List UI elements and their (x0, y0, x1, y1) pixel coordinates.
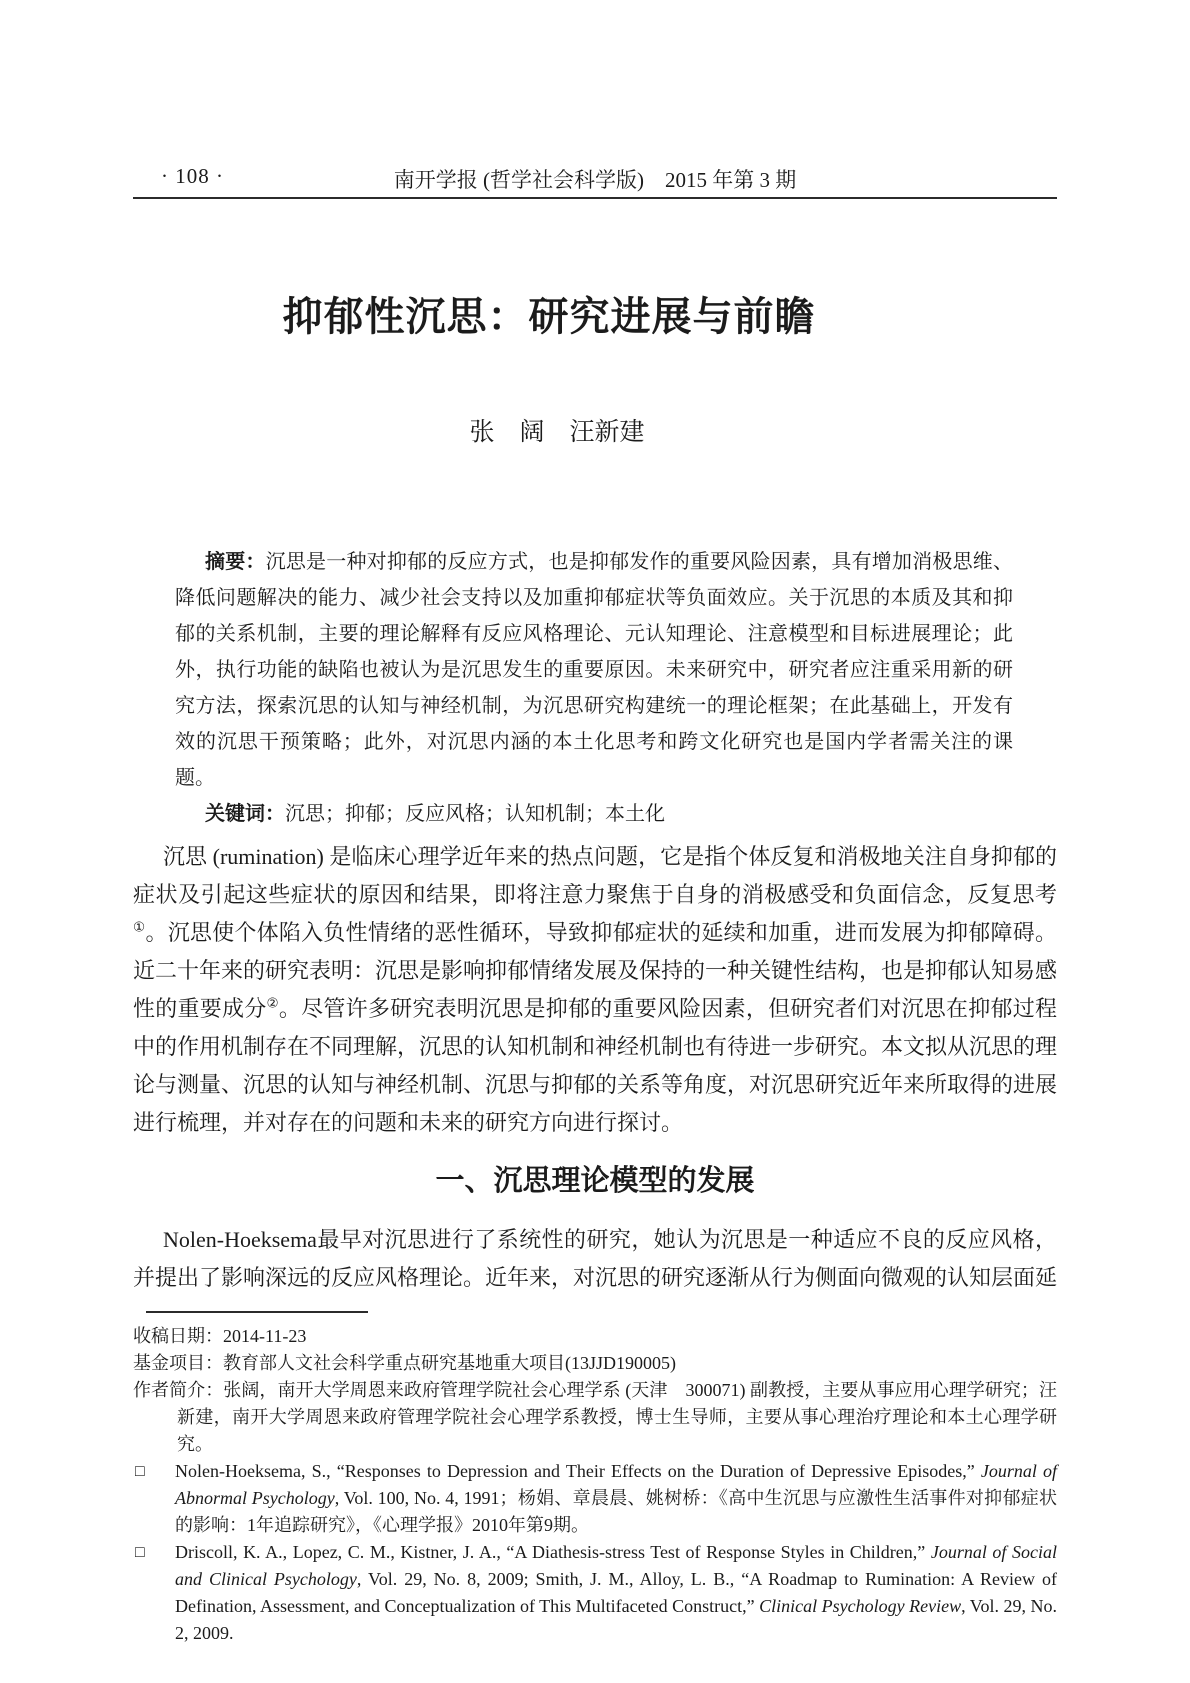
article-body (133, 0, 1057, 1647)
abstract-text: 沉思是一种对抑郁的反应方式，也是抑郁发作的重要风险因素，具有增加消极思维、降低问题解决的能力、减少社会支持以及加重抑郁症状等负面效应。关于沉思的本质及其和抑郁的关系机制，主要的理论解释有反应风格理论、元认知理论、注意模型和目标进展理论；此外，执行功能的缺陷也被认为是沉思发生的重要原因。未来研究中，研究者应注重采用新的研究方法，探索沉思的认知与神经机制，为沉思研究构建统一的理论框架；在此基础上，开发有效的沉思干预策略；此外，对沉思内涵的本土化思考和跨文化研究也是国内学者需关注的课题。 (175, 551, 1014, 789)
footnote-marker-icon: □ (135, 1463, 145, 1480)
footnote-item-1 (133, 1458, 1057, 1539)
footnote-text-2: Driscoll, K. A., Lopez, C. M., Kistner, J. A., “A Diathesis-stress Test of Response Styles in Children,” Journal of Social and Clinical Psychology, Vol. 29, No. 8, 2009; Smith, J. M., Alloy, L. B., “A Roadmap to Rumination: A Review of Defination, Assessment, and Conceptualization of This Multifaceted Construct,” Clinical Psychology Review, Vol. 29, No. 2, 2009. (175, 1542, 1057, 1643)
abstract-paragraph (175, 544, 1013, 796)
section-1-paragraph: Nolen-Hoeksema最早对沉思进行了系统性的研究，她认为沉思是一种适应不良的反应风格，并提出了影响深远的反应风格理论。近年来，对沉思的研究逐渐从行为侧面向微观的认知层面延 (133, 1227, 1058, 1290)
keywords-paragraph (175, 796, 1013, 832)
footnote-marker-icon: □ (135, 1544, 145, 1561)
footnote-funding: 基金项目：教育部人文社会科学重点研究基地重大项目(13JJD190005) (133, 1353, 676, 1373)
footnote-received-date: 收稿日期：2014-11-23 (133, 1326, 307, 1346)
keywords-label: 关键词： (205, 803, 285, 825)
intro-paragraph: 沉思 (rumination) 是临床心理学近年来的热点问题，它是指个体反复和消极地关注自身抑郁的症状及引起这些症状的原因和结果，即将注意力聚焦于自身的消极感受和负面信念，反复思考①。沉思使个体陷入负性情绪的恶性循环，导致抑郁症状的延续和加重，进而发展为抑郁障碍。近二十年来的研究表明：沉思是影响抑郁情绪发展及保持的一种关键性结构，也是抑郁认知易感性的重要成分②。尽管许多研究表明沉思是抑郁的重要风险因素，但研究者们对沉思在抑郁过程中的作用机制存在不同理解，沉思的认知机制和神经机制也有待进一步研究。本文拟从沉思的理论与测量、沉思的认知与神经机制、沉思与抑郁的关系等角度，对沉思研究近年来所取得的进展进行梳理，并对存在的问题和未来的研究方向进行探讨。 (133, 844, 1058, 1135)
page-number: · 108 · (161, 164, 224, 188)
footnote-area (133, 1311, 1057, 1647)
authors: 张 阔 汪新建 (469, 418, 645, 446)
abstract-block (175, 544, 1013, 832)
footnote-item-2 (133, 1539, 1057, 1647)
article-title: 抑郁性沉思：研究进展与前瞻 (282, 295, 816, 339)
journal-issue-line: 南开学报 (哲学社会科学版) 2015 年第 3 期 (393, 168, 797, 192)
footnote-text-1: Nolen-Hoeksema, S., “Responses to Depression and Their Effects on the Duration of Depressive Episodes,” Journal of Abnormal Psychology, Vol. 100, No. 4, 1991；杨娟、章晨晨、姚树桥：《高中生沉思与应激性生活事件对抑郁症状的影响：1年追踪研究》，《心理学报》2010年第9期。 (175, 1461, 1058, 1535)
abstract-label: 摘要： (205, 551, 266, 573)
keywords-text: 沉思；抑郁；反应风格；认知机制；本土化 (285, 803, 665, 825)
section-1-heading: 一、沉思理论模型的发展 (435, 1165, 755, 1197)
footnote-rule (146, 1311, 368, 1313)
footnote-author-bio: 作者简介：张阔，南开大学周恩来政府管理学院社会心理学系 (天津 300071) 副教授，主要从事应用心理学研究；汪新建，南开大学周恩来政府管理学院社会心理学系教授，博士生导师，主要从事心理治疗理论和本土心理学研究。 (133, 1380, 1057, 1454)
